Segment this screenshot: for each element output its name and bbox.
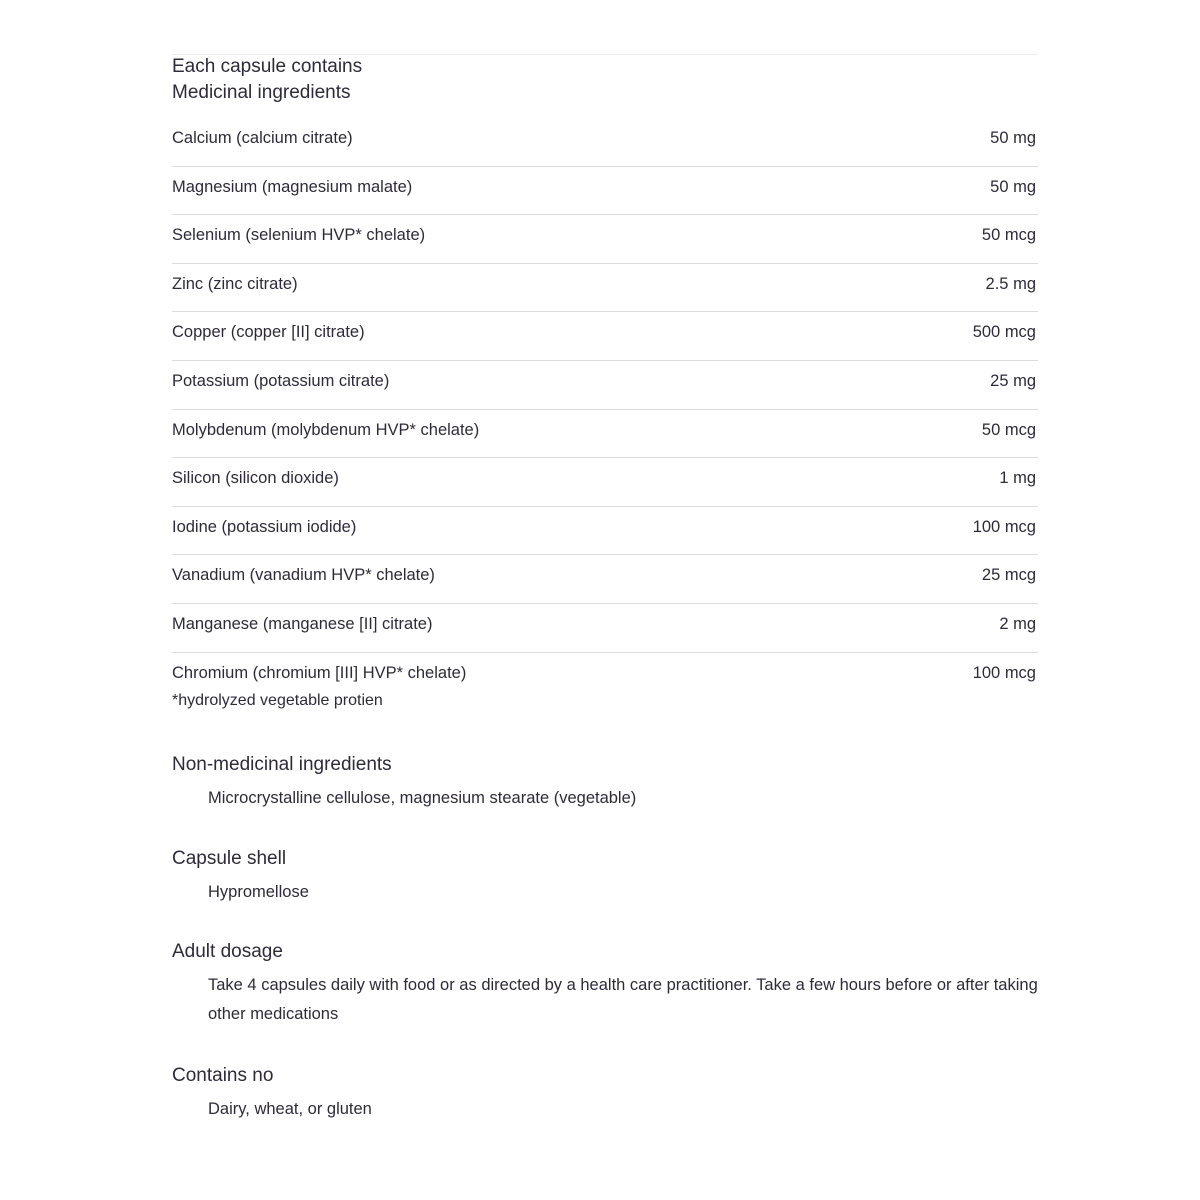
contains-no-body: Dairy, wheat, or gluten — [208, 1100, 372, 1118]
ingredients-table — [172, 118, 1038, 712]
contains-no-section — [172, 1063, 1038, 1124]
ingredient-amount: 1 mg — [999, 469, 1036, 488]
ingredient-name: Iodine (potassium iodide) — [172, 517, 357, 536]
capsule-shell-section — [172, 846, 1038, 907]
ingredient-amount: 50 mcg — [981, 420, 1036, 439]
table-row — [172, 410, 1038, 459]
ingredient-amount: 100 mcg — [972, 517, 1036, 536]
ingredient-name: Zinc (zinc citrate) — [172, 274, 298, 293]
table-row — [172, 118, 1038, 167]
ingredient-name: Potassium (potassium citrate) — [172, 371, 390, 390]
ingredient-amount: 50 mg — [990, 177, 1036, 196]
ingredient-amount: 25 mg — [990, 371, 1036, 390]
ingredient-name: Magnesium (magnesium malate) — [172, 177, 413, 196]
table-row — [172, 167, 1038, 216]
ingredient-name: Molybdenum (molybdenum HVP* chelate) — [172, 420, 480, 439]
intro-block — [172, 54, 1038, 106]
table-row — [172, 458, 1038, 507]
table-row — [172, 507, 1038, 556]
ingredient-amount: 25 mcg — [981, 566, 1036, 585]
ingredient-amount: 2.5 mg — [985, 274, 1036, 293]
table-row — [172, 264, 1038, 313]
adult-dosage-section — [172, 939, 1038, 1029]
table-row — [172, 653, 1038, 684]
hvp-footnote: *hydrolyzed vegetable protien — [172, 691, 383, 709]
ingredient-amount: 50 mcg — [981, 226, 1036, 245]
intro-capsule-heading: Each capsule contains — [172, 56, 363, 77]
ingredient-name: Calcium (calcium citrate) — [172, 129, 353, 147]
contains-no-title: Contains no — [172, 1065, 274, 1086]
ingredient-amount: 50 mg — [990, 129, 1036, 147]
ingredient-name: Copper (copper [II] citrate) — [172, 323, 365, 342]
table-row — [172, 604, 1038, 653]
non-medicinal-section — [172, 752, 1038, 813]
non-medicinal-title: Non-medicinal ingredients — [172, 754, 392, 775]
non-medicinal-body: Microcrystalline cellulose, magnesium stearate (vegetable) — [208, 789, 637, 807]
ingredient-amount: 2 mg — [999, 614, 1036, 633]
table-row — [172, 555, 1038, 604]
ingredient-name: Chromium (chromium [III] HVP* chelate) — [172, 663, 467, 682]
capsule-shell-title: Capsule shell — [172, 848, 287, 869]
table-row — [172, 215, 1038, 264]
ingredient-name: Vanadium (vanadium HVP* chelate) — [172, 566, 435, 585]
ingredient-name: Silicon (silicon dioxide) — [172, 469, 339, 488]
table-row — [172, 361, 1038, 410]
ingredients-panel — [172, 54, 1038, 1118]
adult-dosage-title: Adult dosage — [172, 941, 283, 962]
ingredient-amount: 100 mcg — [972, 663, 1036, 682]
table-row — [172, 312, 1038, 361]
intro-medicinal-heading: Medicinal ingredients — [172, 82, 351, 103]
ingredient-name: Manganese (manganese [II] citrate) — [172, 614, 433, 633]
ingredient-name: Selenium (selenium HVP* chelate) — [172, 226, 426, 245]
ingredient-amount: 500 mcg — [972, 323, 1036, 342]
capsule-shell-body: Hypromellose — [208, 883, 309, 901]
adult-dosage-body: Take 4 capsules daily with food or as directed by a health care practitioner. Take a few hours before or after taking other medications — [208, 976, 1038, 1023]
